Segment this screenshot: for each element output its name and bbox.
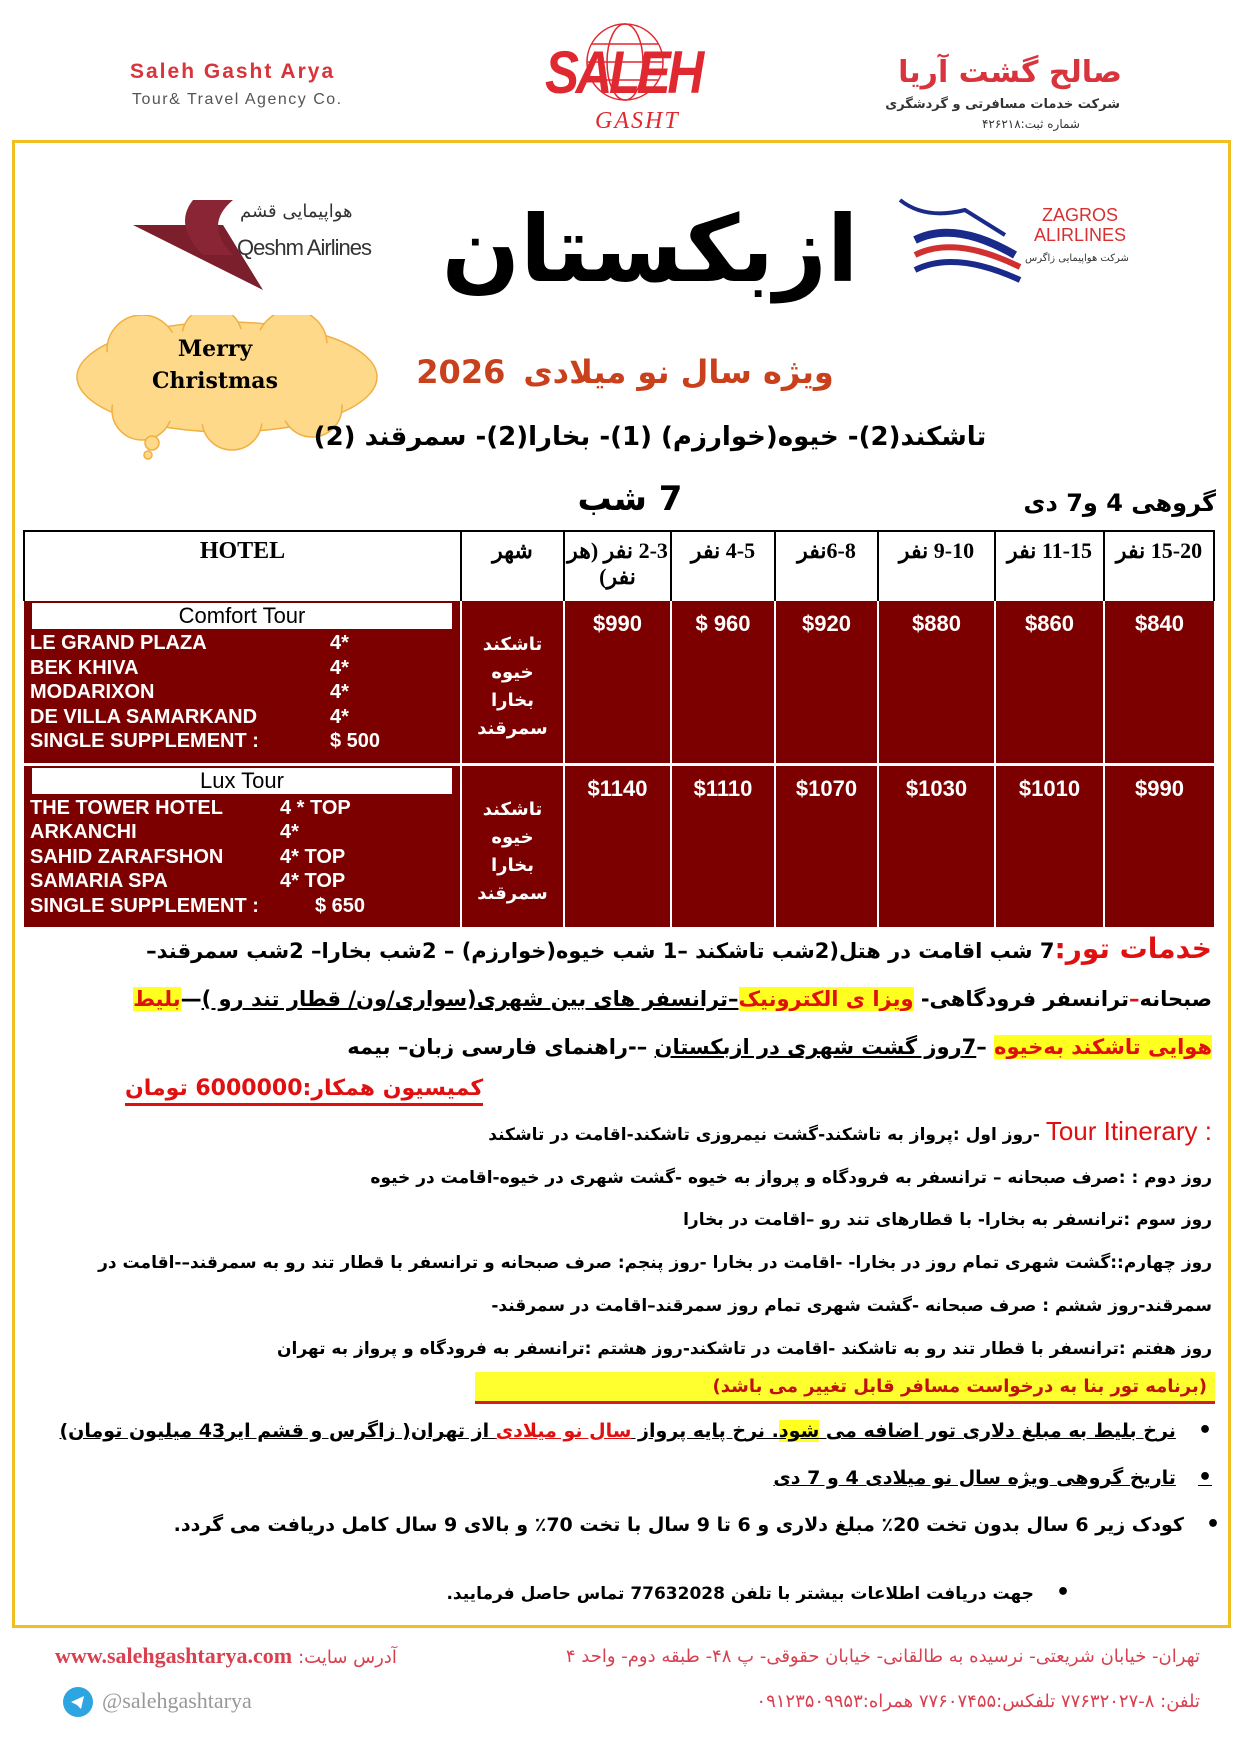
flight-highlight: هوایی تاشکند به‌خیوه: [994, 1035, 1212, 1059]
price-table: [23, 530, 1215, 927]
hotel-row: [30, 820, 454, 845]
services-text: –-راهنمای فارسی زبان– بیمه: [347, 1035, 655, 1059]
col-9-10: 9-10 نفر: [878, 531, 995, 601]
table-header-row: [24, 531, 1214, 601]
services-text: –: [1128, 987, 1140, 1011]
brand-tagline-en: Tour& Travel Agency Co.: [132, 91, 343, 108]
nights-count: 7 شب: [577, 479, 683, 519]
services-line-3: [347, 1030, 1212, 1064]
telegram-icon[interactable]: [63, 1687, 93, 1717]
note-contact: • جهت دریافت اطلاعات بیشتر با تلفن 77632028 تماس حاصل فرمایید.: [446, 1578, 1070, 1609]
commission: کمیسیون همکار:6000000 تومان: [125, 1075, 483, 1106]
note-child-policy: • کودک زیر 6 سال بدون تخت 20٪ مبلغ دلاری و 6 تا 9 سال با تخت 70٪ و بالای 9 سال کامل دریافت می گردد.: [174, 1510, 1220, 1540]
hotel-name: THE TOWER HOTEL: [30, 796, 223, 819]
hotel-row: [30, 680, 454, 705]
route: تاشکند(2)- خیوه(خوارزم) (1)- بخارا(2)- سمرقند (2): [313, 422, 987, 452]
city: سمرقند: [477, 882, 548, 904]
website-link[interactable]: www.salehgashtarya.com: [55, 1643, 293, 1668]
hotel-name: BEK KHIVA: [30, 656, 139, 679]
note-text: شود: [778, 1420, 820, 1442]
services-text: صبحانه: [1139, 987, 1212, 1011]
hotel-stars: 4*: [330, 681, 349, 703]
subtitle-year: 2026: [416, 353, 506, 391]
itinerary-day1: [488, 1116, 1212, 1151]
note-group-dates: • تاریخ گروهی ویژه سال نو میلادی 4 و 7 دی: [773, 1463, 1212, 1493]
services-text: –ترانسفر های بین شهری(سواری/ون/ قطار تند رو ): [201, 987, 739, 1011]
brand-name-en: Saleh Gasht Arya: [130, 60, 336, 83]
ticket-highlight: بلیط: [133, 987, 181, 1011]
note-text: از تهران( زاگرس و قشم ایر43 میلیون تومان): [59, 1420, 496, 1442]
price-cell: $840: [1104, 601, 1214, 764]
services-heading: خدمات تور:: [1054, 932, 1212, 965]
single-supplement-row: [30, 894, 454, 919]
hotel-row: [30, 656, 454, 681]
hotel-stars: 4*: [330, 656, 349, 679]
price-cell: $860: [995, 601, 1104, 764]
col-2-3: 2-3 نفر (هر نفر): [564, 531, 671, 601]
website-row: [55, 1643, 397, 1670]
itinerary-notice: (برنامه تور بنا به درخواست مسافر قابل تغییر می باشد): [475, 1372, 1215, 1404]
hotel-row: [30, 845, 454, 870]
hotel-list: [24, 601, 461, 764]
itinerary-text: -روز اول :پرواز به تاشکند-گشت نیمروزی تاشکند-اقامت در تاشکند: [488, 1125, 1040, 1145]
city-list: [461, 601, 564, 764]
zagros-line2: ALIRLINES: [1033, 225, 1127, 245]
hotel-row: [30, 869, 454, 894]
zagros-airlines-name-en: [1030, 205, 1130, 245]
services-text: 7روز گشت شهری در ازبکستان: [654, 1035, 977, 1059]
hotel-name: SINGLE SUPPLEMENT :: [30, 894, 259, 917]
hotel-stars: 4* TOP: [280, 870, 346, 892]
city: خیوه: [491, 662, 534, 683]
hotel-stars: 4*: [330, 705, 349, 728]
website-label: آدرس سایت:: [298, 1647, 397, 1668]
price-cell: $1070: [775, 764, 878, 927]
registration-number: شماره ثبت:۴۲۶۲۱۸: [981, 117, 1080, 131]
hotel-name: SAMARIA SPA: [30, 870, 168, 892]
price-cell: $1010: [995, 764, 1104, 927]
note-ticket-price: [60, 1416, 1213, 1446]
city: سمرقند: [477, 718, 548, 739]
brand-name-fa: صالح گشت آریا: [898, 55, 1122, 90]
table-row-comfort: [24, 601, 1214, 764]
hotel-stars: 4* TOP: [280, 845, 346, 868]
zagros-airlines-name-fa: شرکت هواپیمایی زاگرس: [1025, 253, 1129, 264]
hotel-stars: 4*: [280, 821, 299, 843]
city: تاشکند: [482, 798, 543, 820]
hotel-row: [30, 796, 454, 821]
col-city: شهر: [461, 531, 564, 601]
city-list: [461, 764, 564, 927]
itinerary-day7-8: روز هفتم :ترانسفر با قطار تند رو به تاشکند -اقامت در تاشکند-روز هشتم :ترانسفر به فرودگاه و پرواز به تهران: [276, 1339, 1212, 1359]
col-11-15: 11-15 نفر: [995, 531, 1104, 601]
hotel-name: SINGLE SUPPLEMENT :: [30, 730, 259, 752]
hotel-name: LE GRAND PLAZA: [30, 632, 207, 654]
hotel-name: MODARIXON: [30, 681, 155, 703]
note-text: نرخ بلیط به مبلغ دلاری تور اضافه می: [819, 1420, 1176, 1442]
itinerary-day4-5: روز چهارم::گشت شهری تمام روز در بخارا- -اقامت در بخارا -روز پنجم: صرف صبحانه و ترانسفر با قطار تند رو به سمرقند–-اقامت در: [98, 1253, 1212, 1273]
city: بخارا: [490, 854, 535, 876]
price-cell: $1110: [671, 764, 775, 927]
itinerary-day2: روز دوم : :صرف صبحانه – ترانسفر به فرودگاه و پرواز به خیوه -گشت شهری در خیوه-اقامت در خیوه: [370, 1168, 1212, 1188]
brand-tagline-fa: شرکت خدمات مسافرتی و گردشگری: [885, 97, 1120, 112]
services-text: –: [976, 1035, 995, 1059]
footer-address: تهران- خیابان شریعتی- نرسیده به طالقانی- خیابان حقوقی- پ ۴۸- طبقه دوم- واحد ۴: [565, 1646, 1200, 1667]
hotel-list: [24, 764, 461, 927]
city: خیوه: [491, 826, 534, 848]
hotel-name: DE VILLA SAMARKAND: [30, 705, 258, 728]
hotel-name: ARKANCHI: [30, 821, 137, 843]
logo-gasht: GASHT: [595, 108, 680, 134]
table-row-lux: [24, 764, 1214, 927]
zagros-line1: ZAGROS: [1041, 205, 1118, 225]
price-cell: $1030: [878, 764, 995, 927]
note-text: . نرخ پایه پرواز: [631, 1420, 779, 1442]
subtitle: [415, 352, 835, 392]
services-line-2: [133, 982, 1212, 1016]
services-text: —: [180, 987, 202, 1011]
qeshm-airlines-name-en: Qeshm Airlines: [237, 235, 371, 260]
services-line-1: [146, 932, 1212, 968]
supplement-price: $ 650: [315, 894, 366, 917]
col-6-8: 6-8نفر: [775, 531, 878, 601]
price-cell: $ 960: [671, 601, 775, 764]
subtitle-text: ویژه سال نو میلادی: [523, 353, 834, 391]
group-dates: گروهی 4 و7 دی: [1023, 489, 1216, 517]
merry-christmas-text: [110, 333, 320, 397]
hotel-row: [30, 705, 454, 730]
col-hotel: HOTEL: [24, 531, 461, 601]
logo-saleh: SALEH: [545, 39, 701, 106]
city: بخارا: [490, 690, 535, 711]
footer-phones: تلفن: ۸-۷۷۶۳۲۰۲۷ تلفکس:۷۷۶۰۷۴۵۵ همراه:۰۹۱۲۳۵۰۹۹۵۳: [756, 1691, 1200, 1712]
services-text: ترانسفر فرودگاهی-: [913, 987, 1129, 1011]
single-supplement-row: [30, 729, 454, 754]
itinerary-day3: روز سوم :ترانسفر به بخارا- با قطارهای تند رو –اقامت در بخارا: [683, 1210, 1212, 1230]
note-text: سال نو میلادی: [495, 1420, 632, 1442]
tour-name: Comfort Tour: [32, 603, 452, 629]
greeting-line2: Christmas: [152, 368, 278, 394]
city: تاشکند: [482, 634, 543, 655]
itinerary-heading: Tour Itinerary :: [1045, 1116, 1212, 1146]
qeshm-airlines-name-fa: هواپیمایی قشم: [240, 201, 353, 222]
price-cell: $920: [775, 601, 878, 764]
page-title: ازبکستان: [441, 196, 859, 303]
itinerary-day6: سمرقند-روز ششم : صرف صبحانه -گشت شهری تمام روز سمرقند–اقامت در سمرقند-: [491, 1296, 1212, 1316]
hotel-stars: 4 * TOP: [280, 796, 351, 819]
tour-name: Lux Tour: [32, 768, 452, 794]
greeting-line1: Merry: [177, 336, 253, 362]
price-cell: $990: [564, 601, 671, 764]
hotel-name: SAHID ZARAFSHON: [30, 845, 224, 868]
col-15-20: 15-20 نفر: [1104, 531, 1214, 601]
telegram-handle[interactable]: @salehgashtarya: [102, 1688, 252, 1713]
hotel-stars: 4*: [330, 632, 349, 654]
supplement-price: $ 500: [330, 730, 381, 752]
price-cell: $990: [1104, 764, 1214, 927]
price-cell: $1140: [564, 764, 671, 927]
col-4-5: 4-5 نفر: [671, 531, 775, 601]
hotel-row: [30, 631, 454, 656]
services-text: 7 شب اقامت در هتل(2شب تاشکند –1 شب خیوه(خوارزم) – 2شب بخارا– 2شب سمرقند–: [146, 939, 1055, 963]
visa-highlight: ویزا ی الکترونیک: [738, 987, 914, 1011]
price-cell: $880: [878, 601, 995, 764]
